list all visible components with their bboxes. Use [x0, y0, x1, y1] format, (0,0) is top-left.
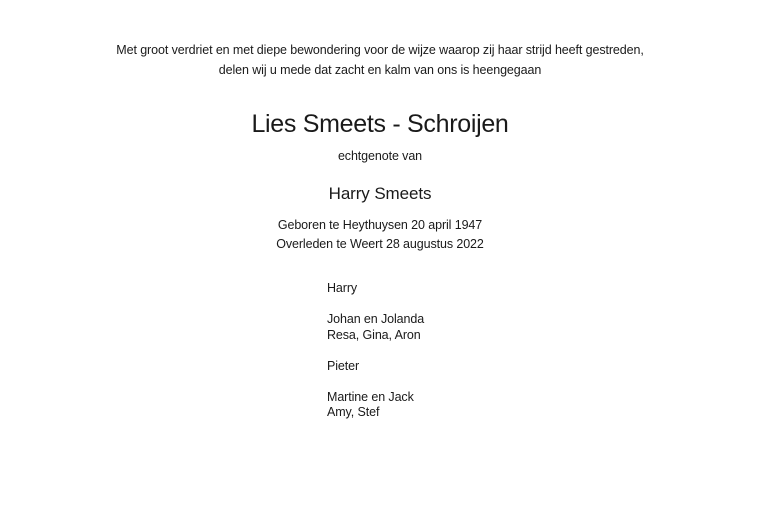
family-member-line: Harry	[327, 281, 358, 295]
family-member-line: Amy, Stef	[327, 405, 380, 419]
announcement-intro	[0, 40, 760, 80]
family-member-line: Martine en Jack	[327, 389, 414, 404]
family-group-1	[327, 281, 424, 297]
family-group-3	[327, 359, 424, 375]
birth-line: Geboren te Heythuysen 20 april 1947	[277, 218, 483, 232]
deceased-name: Lies Smeets - Schroijen	[251, 110, 509, 138]
intro-line-2: delen wij u mede dat zacht en kalm van ons is heengegaan	[218, 63, 542, 77]
life-dates	[0, 216, 760, 254]
death-line: Overleden te Weert 28 augustus 2022	[276, 237, 484, 251]
intro-line-1: Met groot verdriet en met diepe bewondering voor de wijze waarop zij haar strijd heeft gestreden,	[116, 43, 644, 57]
family-list	[327, 281, 424, 421]
family-group-2	[327, 312, 424, 343]
family-group-4	[327, 390, 424, 421]
relation-label: echtgenote van	[337, 149, 423, 163]
family-member-line: Resa, Gina, Aron	[327, 327, 421, 342]
family-member-line: Johan en Jolanda	[327, 312, 425, 326]
spouse-name: Harry Smeets	[328, 184, 432, 203]
family-member-line: Pieter	[327, 358, 360, 373]
